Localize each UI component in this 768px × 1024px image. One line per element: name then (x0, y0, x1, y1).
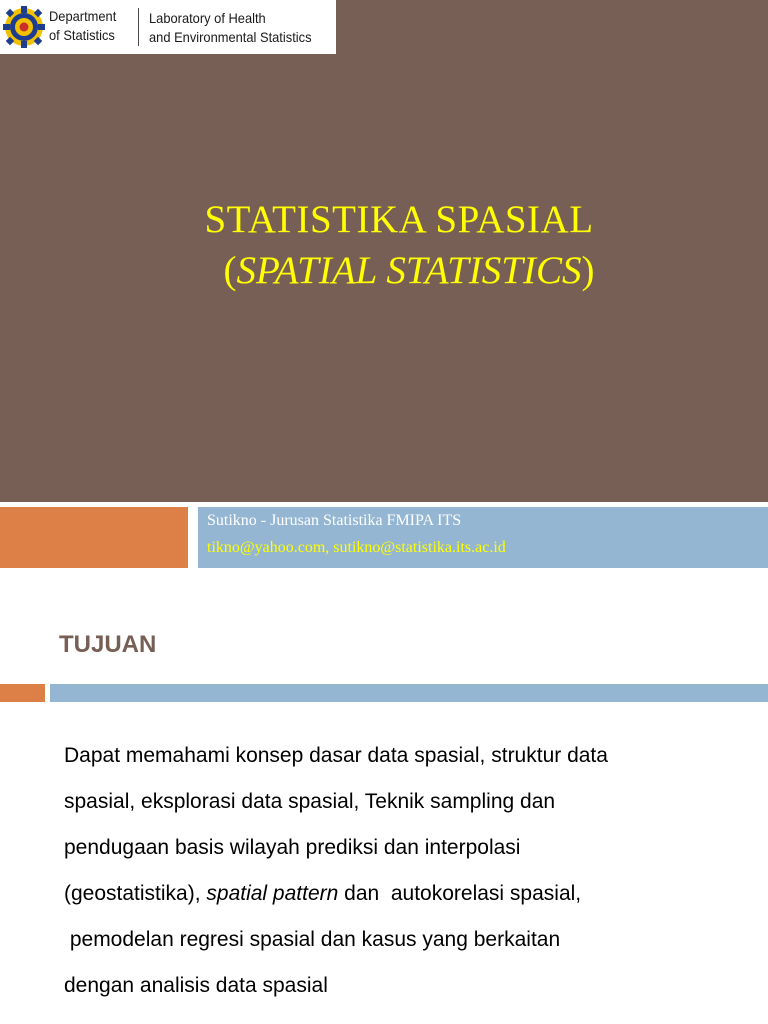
accent-bar-orange-small (0, 684, 45, 702)
objective-paragraph (64, 733, 754, 1009)
its-logo-icon (3, 6, 45, 48)
header-divider (138, 8, 139, 46)
accent-bar-blue (50, 684, 768, 702)
email-link[interactable]: sutikno@statistika.its.ac.id (333, 539, 506, 556)
slide-subtitle: (SPATIAL STATISTICS) (223, 249, 595, 292)
laboratory-label: Laboratory of Health and Environmental Statistics (149, 10, 312, 45)
paragraph-line: spasial, eksplorasi data spasial, Teknik sampling dan (64, 790, 556, 813)
author-emails: tikno@yahoo.com, sutikno@statistika.its.ac.id (207, 539, 506, 556)
paragraph-line: pemodelan regresi spasial dan kasus yang berkaitan (64, 928, 561, 951)
section-heading: TUJUAN (59, 631, 157, 658)
title-slide (0, 0, 768, 502)
slide-title: STATISTIKA SPASIAL (204, 198, 594, 241)
paragraph-line: pendugaan basis wilayah prediksi dan interpolasi (64, 836, 521, 859)
paragraph-line: Dapat memahami konsep dasar data spasial, struktur data (64, 744, 608, 767)
paragraph-line: (geostatistika), spatial pattern dan autokorelasi spasial, (64, 882, 582, 905)
accent-bar-orange (0, 507, 188, 568)
header-logo-box (0, 0, 336, 54)
department-label: Department of Statistics (49, 8, 117, 43)
email-link[interactable]: tikno@yahoo.com (207, 539, 326, 556)
author-name: Sutikno - Jurusan Statistika FMIPA ITS (207, 512, 462, 529)
paragraph-line: dengan analisis data spasial (64, 974, 328, 997)
